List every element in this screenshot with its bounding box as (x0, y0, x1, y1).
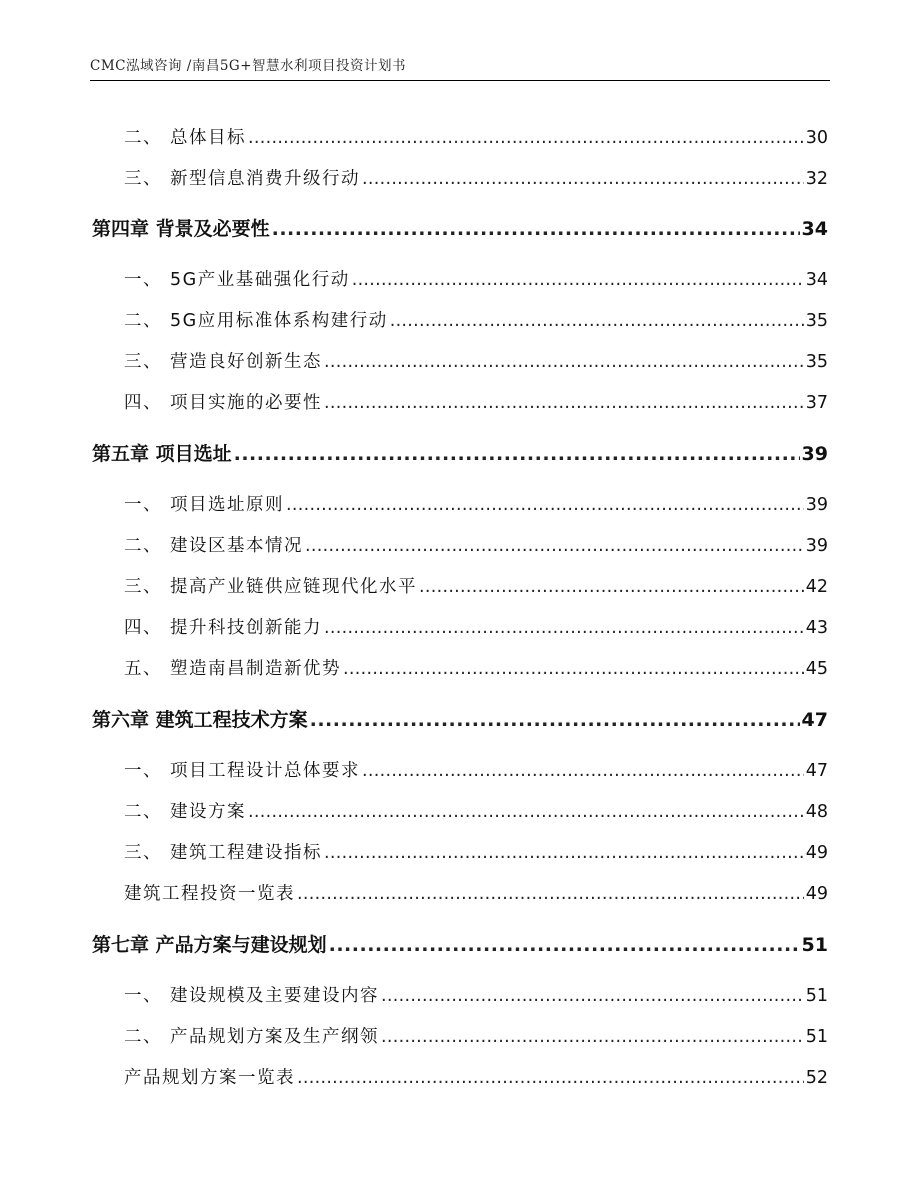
toc-entry-page: 30 (805, 128, 828, 148)
toc-entry-number: 二、 (124, 311, 162, 331)
toc-entry[interactable] (0, 307, 920, 332)
toc-entry-number: 一、 (124, 986, 162, 1006)
toc-entry-number: 一、 (124, 495, 162, 515)
toc-chapter-page: 47 (801, 709, 828, 731)
toc-entry-page: 39 (805, 495, 828, 515)
dot-leader (419, 577, 804, 597)
toc-entry-page: 45 (805, 659, 828, 679)
toc-chapter-title: 第五章 项目选址 (92, 443, 232, 465)
toc-entry-number: 一、 (124, 761, 162, 781)
toc-entry-title: 建筑工程建设指标 (170, 843, 322, 863)
toc-entry[interactable] (0, 165, 920, 190)
dot-leader (362, 169, 804, 189)
toc-entry[interactable] (0, 124, 920, 149)
toc-entry[interactable] (0, 614, 920, 639)
toc-entry[interactable] (0, 982, 920, 1007)
toc-entry-number: 二、 (124, 536, 162, 556)
toc-chapter[interactable] (0, 930, 920, 957)
toc-entry[interactable] (0, 266, 920, 291)
toc-entry-title: 产品规划方案及生产纲领 (170, 1027, 379, 1047)
toc-entry-title: 5G应用标准体系构建行动 (170, 311, 388, 331)
toc-entry-title: 总体目标 (170, 128, 246, 148)
dot-leader (381, 1027, 804, 1047)
dot-leader (324, 393, 804, 413)
dot-leader (324, 843, 804, 863)
toc-entry-title: 建设方案 (170, 802, 246, 822)
toc-entry-number: 三、 (124, 577, 162, 597)
toc-entry[interactable] (0, 798, 920, 823)
toc-entry-page: 35 (805, 311, 828, 331)
dot-leader (286, 495, 804, 515)
dot-leader (248, 128, 804, 148)
dot-leader (297, 1068, 804, 1088)
toc-entry[interactable] (0, 491, 920, 516)
toc-entry[interactable] (0, 348, 920, 373)
dot-leader (310, 709, 800, 731)
toc-entry-number: 一、 (124, 270, 162, 290)
toc-entry-page: 49 (805, 843, 828, 863)
toc-entry-title: 提高产业链供应链现代化水平 (170, 577, 417, 597)
toc-entry[interactable] (0, 532, 920, 557)
toc-chapter-title: 第七章 产品方案与建设规划 (92, 934, 327, 956)
toc-entry-title: 新型信息消费升级行动 (170, 169, 360, 189)
toc-entry-number: 四、 (124, 393, 162, 413)
toc-entry-title: 提升科技创新能力 (170, 618, 322, 638)
toc-entry-title: 建设规模及主要建设内容 (170, 986, 379, 1006)
running-header: CMC泓域咨询 /南昌5G+智慧水利项目投资计划书 (90, 58, 407, 74)
toc-entry-title: 建设区基本情况 (170, 536, 303, 556)
dot-leader (248, 802, 804, 822)
toc-entry-page: 35 (805, 352, 828, 372)
dot-leader (272, 218, 800, 240)
toc-chapter[interactable] (0, 214, 920, 241)
header-divider (90, 80, 830, 81)
dot-leader (305, 536, 804, 556)
dot-leader (390, 311, 804, 331)
dot-leader (297, 884, 804, 904)
toc-entry-number: 二、 (124, 1027, 162, 1047)
dot-leader (234, 443, 800, 465)
dot-leader (343, 659, 804, 679)
toc-entry-page: 49 (805, 884, 828, 904)
toc-entry-title: 5G产业基础强化行动 (170, 270, 350, 290)
toc-chapter-page: 39 (801, 443, 828, 465)
toc-entry-page: 52 (805, 1068, 828, 1088)
toc-chapter-page: 51 (801, 934, 828, 956)
dot-leader (324, 352, 804, 372)
toc-entry-number: 三、 (124, 352, 162, 372)
toc-entry-page: 39 (805, 536, 828, 556)
toc-entry-number: 三、 (124, 169, 162, 189)
dot-leader (324, 618, 804, 638)
toc-entry-page: 42 (805, 577, 828, 597)
toc-entry-page: 47 (805, 761, 828, 781)
toc-entry-page: 43 (805, 618, 828, 638)
toc-table-entry[interactable] (0, 1064, 920, 1089)
dot-leader (362, 761, 804, 781)
toc-chapter-title: 第四章 背景及必要性 (92, 218, 270, 240)
toc-entry-page: 51 (805, 986, 828, 1006)
toc-entry-title: 项目选址原则 (170, 495, 284, 515)
toc-entry-page: 48 (805, 802, 828, 822)
toc-entry[interactable] (0, 389, 920, 414)
toc-chapter-title: 第六章 建筑工程技术方案 (92, 709, 308, 731)
toc-entry-title: 产品规划方案一览表 (124, 1068, 295, 1088)
toc-entry[interactable] (0, 655, 920, 680)
toc-entry-title: 建筑工程投资一览表 (124, 884, 295, 904)
toc-entry[interactable] (0, 1023, 920, 1048)
toc-entry-title: 营造良好创新生态 (170, 352, 322, 372)
toc-entry-number: 二、 (124, 128, 162, 148)
dot-leader (352, 270, 804, 290)
toc-entry[interactable] (0, 573, 920, 598)
toc-entry-page: 32 (805, 169, 828, 189)
toc-entry-page: 34 (805, 270, 828, 290)
toc-chapter[interactable] (0, 439, 920, 466)
toc-entry-page: 37 (805, 393, 828, 413)
toc-entry-title: 项目实施的必要性 (170, 393, 322, 413)
toc-chapter-page: 34 (801, 218, 828, 240)
toc-entry-title: 项目工程设计总体要求 (170, 761, 360, 781)
toc-table-entry[interactable] (0, 880, 920, 905)
toc-entry-number: 四、 (124, 618, 162, 638)
toc-chapter[interactable] (0, 705, 920, 732)
toc-entry-page: 51 (805, 1027, 828, 1047)
dot-leader (329, 934, 800, 956)
toc-entry-number: 三、 (124, 843, 162, 863)
toc-entry[interactable] (0, 839, 920, 864)
dot-leader (381, 986, 804, 1006)
toc-entry[interactable] (0, 757, 920, 782)
toc-entry-title: 塑造南昌制造新优势 (170, 659, 341, 679)
toc-entry-number: 五、 (124, 659, 162, 679)
toc-entry-number: 二、 (124, 802, 162, 822)
